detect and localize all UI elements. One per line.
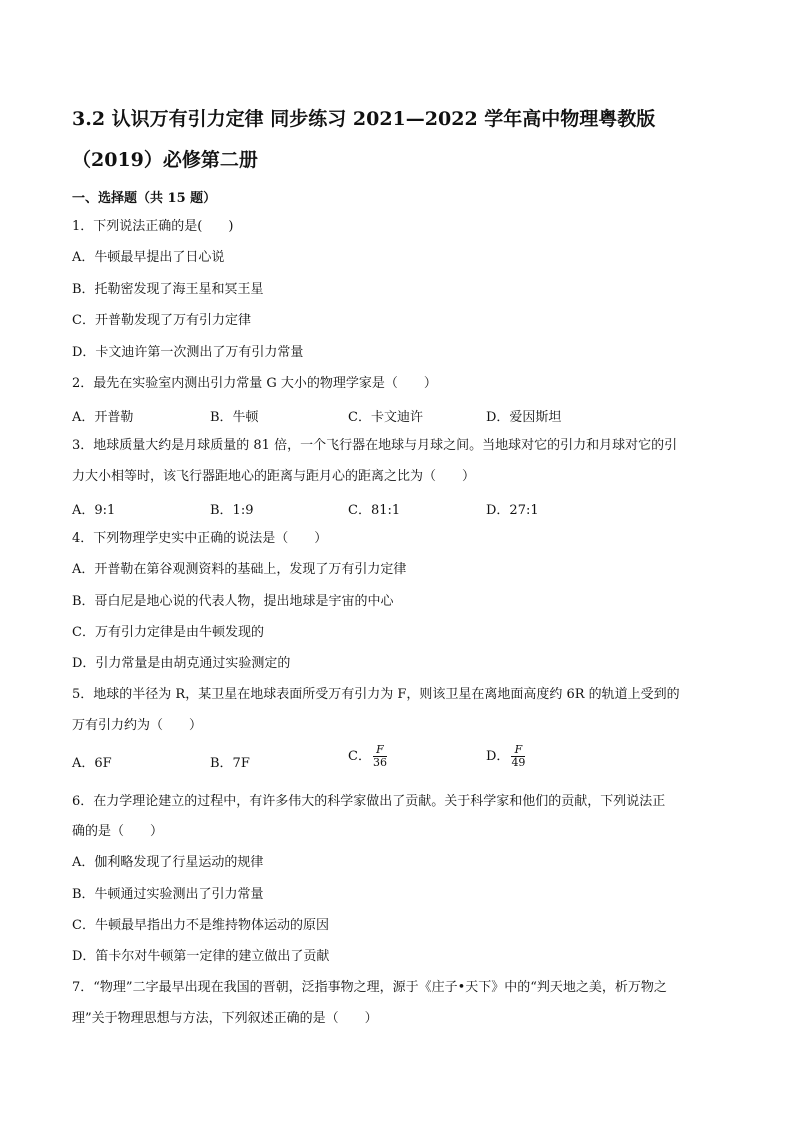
fraction-numerator: F (511, 744, 525, 757)
fraction-denominator: 49 (511, 756, 526, 769)
question-1-option-d: D．卡文迪许第一次测出了万有引力常量 (72, 345, 304, 360)
question-1-option-c: C．开普勒发现了万有引力定律 (72, 313, 251, 328)
question-6-stem-line-2: 确的是（ ） (72, 824, 164, 839)
question-5-option-d-fraction (511, 744, 525, 769)
question-4-option-d: D．引力常量是由胡克通过实验测定的 (72, 656, 291, 671)
document-title-line-1: 3.2 认识万有引力定律 同步练习 2021—2022 学年高中物理粤教版 (72, 108, 656, 130)
fraction-denominator: 36 (372, 756, 387, 769)
question-6-option-b: B．牛顿通过实验测出了引力常量 (72, 887, 264, 902)
fraction-numerator: F (373, 744, 387, 757)
question-4-option-c: C．万有引力定律是由牛顿发现的 (72, 625, 264, 640)
question-5-stem-line-1: 5．地球的半径为 R，某卫星在地球表面所受万有引力为 F，则该卫星在离地面高度约 6R 的轨道上受到的 (72, 687, 680, 702)
question-3-option-a: A．9:1 (72, 503, 116, 518)
question-3-option-c: C．81:1 (348, 503, 401, 518)
question-5-option-b: B．7F (210, 756, 250, 771)
question-5-option-a: A．6F (72, 756, 112, 771)
question-1-option-b: B．托勒密发现了海王星和冥王星 (72, 282, 264, 297)
question-1-stem: 1．下列说法正确的是( ) (72, 219, 234, 234)
question-2-option-d: D．爱因斯坦 (486, 410, 562, 425)
question-5-option-d-label: D． (486, 749, 510, 764)
question-6-option-a: A．伽利略发现了行星运动的规律 (72, 855, 264, 870)
question-3-stem-line-2: 力大小相等时，该飞行器距地心的距离与距月心的距离之比为（ ） (72, 469, 476, 484)
question-3-stem-line-1: 3．地球质量大约是月球质量的 81 倍，一个飞行器在地球与月球之间。当地球对它的引力和月球对它的引 (72, 438, 678, 453)
question-6-stem-line-1: 6．在力学理论建立的过程中，有许多伟大的科学家做出了贡献。关于科学家和他们的贡献，下列说法正 (72, 794, 666, 809)
question-7-stem-line-1: 7．“物理”二字最早出现在我国的晋朝，泛指事物之理，源于《庄子•天下》中的“判天地之美，析万物之 (72, 980, 667, 995)
question-5-option-c (348, 744, 387, 769)
question-4-stem: 4．下列物理学史实中正确的说法是（ ） (72, 531, 328, 546)
question-3-options (72, 499, 732, 519)
question-5-option-d (486, 744, 525, 769)
question-2-stem: 2．最先在实验室内测出引力常量 G 大小的物理学家是（ ） (72, 376, 437, 391)
section-heading: 一、选择题（共 15 题） (72, 191, 217, 206)
question-2-option-a: A．开普勒 (72, 410, 134, 425)
question-2-option-b: B．牛顿 (210, 410, 259, 425)
document-title-line-2: （2019）必修第二册 (72, 149, 258, 171)
question-3-option-b: B．1:9 (210, 503, 254, 518)
question-5-option-c-fraction (373, 744, 387, 769)
question-7-stem-line-2: 理”关于物理思想与方法，下列叙述正确的是（ ） (72, 1011, 378, 1026)
question-3-option-d: D．27:1 (486, 503, 539, 518)
question-6-option-d: D．笛卡尔对牛顿第一定律的建立做出了贡献 (72, 949, 330, 964)
question-5-options (72, 743, 732, 772)
question-1-option-a: A．牛顿最早提出了日心说 (72, 250, 225, 265)
question-5-option-c-label: C． (348, 749, 371, 764)
question-6-option-c: C．牛顿最早指出力不是维持物体运动的原因 (72, 918, 329, 933)
question-4-option-a: A．开普勒在第谷观测资料的基础上，发现了万有引力定律 (72, 562, 407, 577)
question-4-option-b: B．哥白尼是地心说的代表人物，提出地球是宇宙的中心 (72, 594, 394, 609)
question-5-stem-line-2: 万有引力约为（ ） (72, 718, 203, 733)
question-2-option-c: C．卡文迪许 (348, 410, 423, 425)
question-2-options (72, 406, 732, 426)
